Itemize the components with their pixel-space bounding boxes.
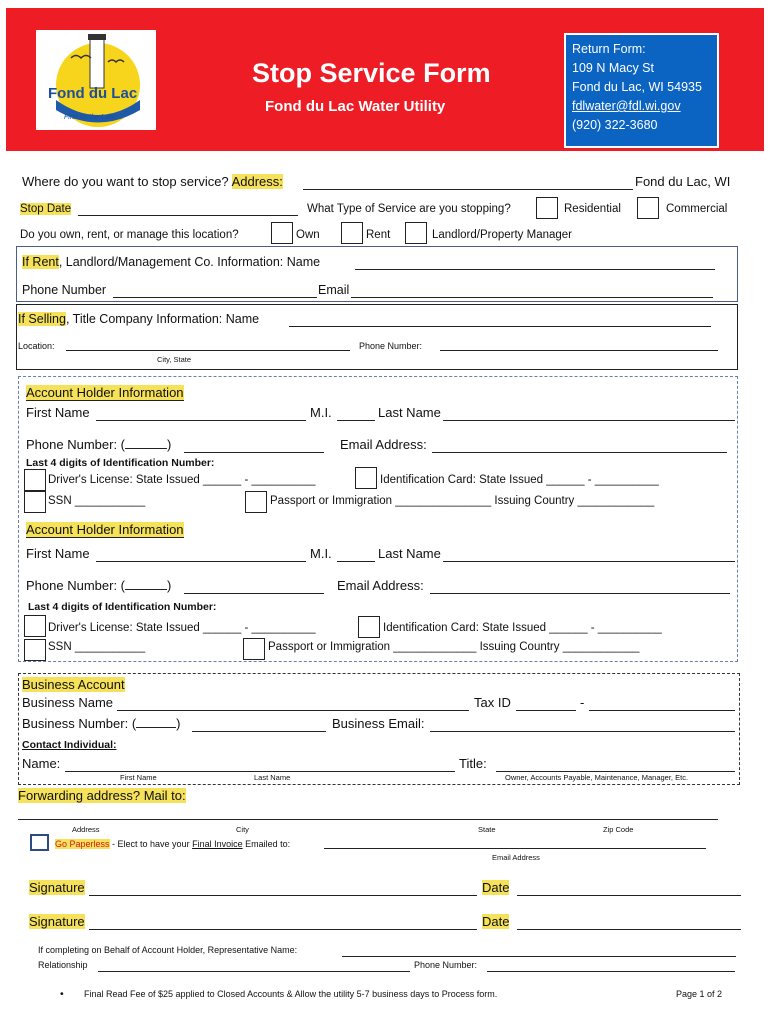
- footer-bullet: •: [60, 988, 64, 1000]
- phone-field-1[interactable]: [184, 452, 324, 453]
- account-holder-heading-2: Account Holder Information: [26, 522, 184, 537]
- ownership-question: Do you own, rent, or manage this location?: [20, 229, 239, 241]
- passport-checkbox-1[interactable]: [245, 491, 267, 513]
- business-email-label: Business Email:: [332, 716, 425, 731]
- drivers-license-checkbox-1[interactable]: [24, 469, 46, 491]
- rent-email-label: Email: [318, 283, 350, 297]
- id-card-checkbox-1[interactable]: [355, 467, 377, 489]
- return-label: Return Form:: [572, 42, 646, 56]
- mi-label-2: M.I.: [310, 546, 332, 561]
- city-state-caption: City, State: [157, 355, 192, 364]
- contact-name-label: Name:: [22, 756, 61, 771]
- tax-id-field-1[interactable]: [516, 710, 576, 711]
- contact-title-label: Title:: [459, 756, 487, 771]
- first-name-label-2: First Name: [26, 546, 90, 561]
- state-caption: State: [478, 825, 496, 834]
- selling-phone-label: Phone Number:: [359, 341, 423, 351]
- residential-checkbox[interactable]: [536, 197, 558, 219]
- business-email-field[interactable]: [430, 731, 735, 732]
- last-name-label-1: Last Name: [378, 405, 441, 420]
- address-label: Address:: [231, 174, 283, 189]
- landlord-phone-field[interactable]: [113, 297, 317, 298]
- residential-label: Residential: [564, 203, 621, 215]
- header-banner: [6, 8, 764, 151]
- business-heading: Business Account: [22, 677, 125, 692]
- tax-id-label: Tax ID: [474, 695, 511, 710]
- go-paperless-checkbox[interactable]: [30, 834, 49, 851]
- contact-title-field[interactable]: [496, 771, 735, 772]
- id-card-checkbox-2[interactable]: [358, 616, 380, 638]
- mi-field-2[interactable]: [337, 561, 375, 562]
- email-field-2[interactable]: [430, 593, 730, 594]
- location-label: Location:: [18, 341, 55, 351]
- commercial-checkbox[interactable]: [637, 197, 659, 219]
- rent-phone-label: Phone Number: [22, 283, 107, 297]
- relationship-field[interactable]: [98, 971, 410, 972]
- signature-label-1: Signature: [29, 880, 85, 895]
- ssn-checkbox-1[interactable]: [24, 491, 46, 513]
- representative-name-field[interactable]: [342, 956, 736, 957]
- city-label: Fond du Lac, WI: [635, 174, 731, 189]
- forwarding-heading: Forwarding address? Mail to:: [18, 788, 186, 803]
- own-label: Own: [296, 229, 320, 241]
- account-holder-heading-1: Account Holder Information: [26, 385, 184, 400]
- email-field-1[interactable]: [432, 452, 727, 453]
- forwarding-address-field[interactable]: [18, 819, 718, 820]
- date-field-1[interactable]: [517, 895, 741, 896]
- rent-checkbox[interactable]: [341, 222, 363, 244]
- date-label-2: Date: [482, 914, 510, 929]
- return-address1: 109 N Macy St: [572, 61, 654, 75]
- title-company-name-field[interactable]: [289, 326, 711, 327]
- first-name-caption: First Name: [120, 773, 157, 782]
- ssn-checkbox-2[interactable]: [24, 639, 46, 661]
- rent-name-row: If Rent, Landlord/Management Co. Information: Name: [22, 255, 321, 269]
- passport-label-2: Passport or Immigration _____________ Issuing Country ____________: [268, 641, 640, 653]
- id-card-label-1: Identification Card: State Issued ______ - __________: [380, 474, 659, 486]
- service-type-question: What Type of Service are you stopping?: [307, 203, 511, 215]
- last-name-field-2[interactable]: [443, 561, 735, 562]
- last-name-field-1[interactable]: [443, 420, 735, 421]
- return-email-link[interactable]: fdlwater@fdl.wi.gov: [572, 99, 681, 113]
- rep-phone-field[interactable]: [487, 971, 735, 972]
- go-paperless-row: Go Paperless - Elect to have your Final Invoice Emailed to:: [55, 839, 291, 849]
- logo-text: Fond du Lac: [48, 85, 138, 102]
- rep-phone-label: Phone Number:: [414, 960, 478, 970]
- behalf-label: If completing on Behalf of Account Holder, Representative Name:: [38, 945, 298, 955]
- first-name-field-1[interactable]: [96, 420, 306, 421]
- address-field[interactable]: [303, 189, 633, 190]
- drivers-license-label-2: Driver's License: State Issued ______ - __________: [48, 622, 316, 634]
- return-form-box: [564, 33, 719, 148]
- last-name-label-2: Last Name: [378, 546, 441, 561]
- business-area-code-field[interactable]: [136, 727, 176, 728]
- city-caption: City: [236, 825, 249, 834]
- landlord-label: Landlord/Property Manager: [432, 229, 572, 241]
- commercial-label: Commercial: [666, 203, 728, 215]
- phone-field-2[interactable]: [184, 593, 324, 594]
- area-code-field-2[interactable]: [125, 589, 167, 590]
- page-title: Stop Service Form: [252, 58, 491, 88]
- last-name-caption: Last Name: [254, 773, 291, 782]
- email-address-caption: Email Address: [492, 853, 540, 862]
- stop-date-label: Stop Date: [20, 203, 72, 215]
- passport-label-1: Passport or Immigration _______________ Issuing Country ____________: [270, 495, 655, 507]
- address-caption: Address: [72, 825, 100, 834]
- location-field[interactable]: [66, 350, 350, 351]
- own-checkbox[interactable]: [271, 222, 293, 244]
- business-number-label: Business Number: ( ): [22, 716, 181, 731]
- ssn-label-1: SSN ___________: [48, 495, 146, 507]
- contact-name-field[interactable]: [65, 771, 455, 772]
- business-name-field[interactable]: [117, 710, 469, 711]
- drivers-license-label-1: Driver's License: State Issued ______ - __________: [48, 474, 316, 486]
- date-label-1: Date: [482, 880, 510, 895]
- phone-label-2: Phone Number: ( ): [26, 578, 172, 593]
- email-label-1: Email Address:: [340, 437, 427, 452]
- signature-field-1[interactable]: [89, 895, 477, 896]
- first-name-field-2[interactable]: [96, 561, 306, 562]
- landlord-email-field[interactable]: [351, 297, 713, 298]
- service-question: Where do you want to stop service? Address:: [22, 174, 283, 189]
- passport-checkbox-2[interactable]: [243, 638, 265, 660]
- mi-label-1: M.I.: [310, 405, 332, 420]
- id-heading-2: Last 4 digits of Identification Number:: [28, 601, 217, 613]
- signature-field-2[interactable]: [89, 929, 477, 930]
- date-field-2[interactable]: [517, 929, 741, 930]
- tax-id-field-2[interactable]: [589, 710, 735, 711]
- stop-date-field[interactable]: [78, 215, 298, 216]
- first-name-label-1: First Name: [26, 405, 90, 420]
- business-number-field[interactable]: [192, 731, 326, 732]
- relationship-label: Relationship: [38, 960, 88, 970]
- return-address2: Fond du Lac, WI 54935: [572, 80, 702, 94]
- drivers-license-checkbox-2[interactable]: [24, 615, 46, 637]
- id-heading-1: Last 4 digits of Identification Number:: [26, 457, 215, 469]
- mi-field-1[interactable]: [337, 420, 375, 421]
- footer-note: Final Read Fee of $25 applied to Closed Accounts & Allow the utility 5-7 business days to Process form.: [84, 989, 498, 999]
- logo-tagline: First on the Lake: [64, 114, 117, 121]
- return-phone: (920) 322-3680: [572, 118, 658, 132]
- paperless-email-field[interactable]: [324, 848, 706, 849]
- city-logo: [36, 30, 156, 130]
- phone-label-1: Phone Number: ( ): [26, 437, 172, 452]
- page-number: Page 1 of 2: [676, 989, 723, 999]
- signature-label-2: Signature: [29, 914, 85, 929]
- page-subtitle: Fond du Lac Water Utility: [265, 98, 446, 115]
- business-name-label: Business Name: [22, 695, 114, 710]
- contact-individual-label: Contact Individual:: [22, 739, 117, 751]
- selling-phone-field[interactable]: [440, 350, 718, 351]
- area-code-field-1[interactable]: [125, 448, 167, 449]
- rent-label: Rent: [366, 229, 391, 241]
- landlord-checkbox[interactable]: [405, 222, 427, 244]
- email-label-2: Email Address:: [337, 578, 424, 593]
- selling-name-row: If Selling, Title Company Information: Name: [18, 312, 260, 326]
- landlord-name-field[interactable]: [355, 269, 715, 270]
- tax-id-dash: -: [580, 695, 585, 710]
- title-caption: Owner, Accounts Payable, Maintenance, Manager, Etc.: [505, 773, 689, 782]
- ssn-label-2: SSN ___________: [48, 641, 146, 653]
- id-card-label-2: Identification Card: State Issued ______ - __________: [383, 622, 662, 634]
- zip-caption: Zip Code: [603, 825, 634, 834]
